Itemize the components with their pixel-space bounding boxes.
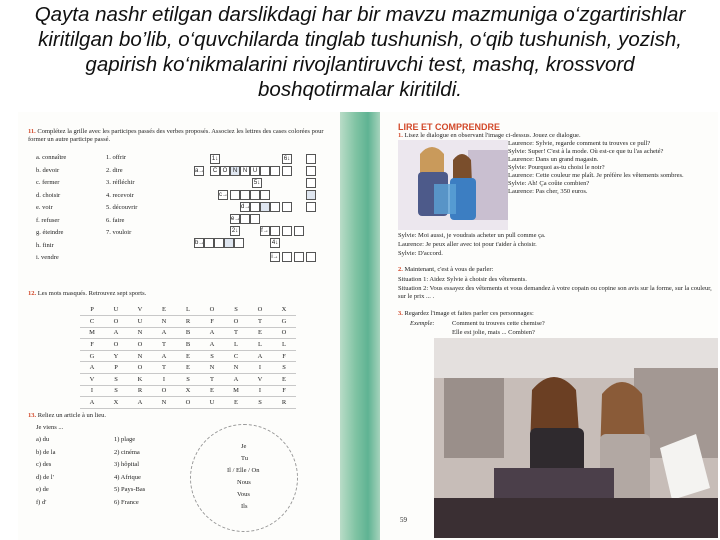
list-item: 3) hôpital [114,461,140,468]
list-item: a) du [36,436,50,443]
caption-line-2: kiritilgan bo’lib, o‘quvchilarda tinglab tushunish, o‘qib tushunish, yozish, [38,28,682,51]
crossword-letter: C [210,166,220,176]
example-lines [452,320,545,338]
word-search-grid [80,304,296,409]
grid-letter: X [272,304,296,316]
crossword-cell [260,166,270,176]
crossword-clue: e→ [231,216,241,222]
grid-letter: O [176,397,200,409]
crossword-cell [214,238,224,248]
grid-letter: V [128,304,152,316]
exercise-3-instructions: Regardez l'image et faites parler ces personnages: [404,310,534,317]
grid-letter: S [248,397,272,409]
crossword-clue: 1↓ [211,156,219,162]
exercise-12-title [28,290,146,298]
grid-letter: B [176,339,200,351]
grid-letter: A [152,327,176,339]
exercise-1-number: 1. [398,132,403,139]
page-gutter [340,112,380,540]
example-label: Exemple: [410,320,435,327]
grid-letter: A [224,374,248,386]
list-item: 5) Pays-Bas [114,486,146,493]
grid-letter: O [248,304,272,316]
grid-letter: E [152,304,176,316]
list-item: 7. vouloir [106,229,132,236]
right-page [380,112,718,540]
grid-letter: S [200,350,224,362]
table-row [80,362,296,374]
table-row [80,316,296,328]
grid-letter: A [80,397,104,409]
list-item: g. éteindre [36,229,64,236]
crossword-clue: 5↓ [253,180,261,186]
dialogue-line: Laurence: Pas cher, 350 euros. [508,188,588,195]
crossword-cell [250,190,260,200]
grid-letter: P [104,362,128,374]
dialogue-line: Sylvie: Moi aussi, je voudrais acheter un pull comme ça. [398,232,546,239]
example-line: Comment tu trouves cette chemise? [452,320,545,327]
grid-letter: N [152,397,176,409]
grid-letter: A [104,327,128,339]
crossword-cell [306,190,316,200]
crossword-clue: 6↓ [283,156,291,162]
grid-letter: O [152,385,176,397]
grid-letter: Y [104,350,128,362]
grid-letter: R [128,385,152,397]
ex11-verbs-col2 [106,154,137,242]
grid-letter: A [200,327,224,339]
wheel-word: Tu [241,455,248,462]
list-item: 5. découvrir [106,204,138,211]
grid-letter: O [272,327,296,339]
exercise-12-instructions: Les mots masqués. Retrouvez sept sports. [37,290,147,297]
grid-letter: C [80,316,104,328]
crossword-cell [240,214,250,224]
crossword-clue: f→ [261,228,269,234]
list-item: e. voir [36,204,53,211]
ex13-places [114,436,145,511]
grid-letter: E [272,374,296,386]
situation-line: Situation 1: Aidez Sylvie à choisir des vêtements. [398,276,527,283]
exercise-2-title [398,266,493,274]
exercise-13-subtitle: Je viens ... [36,424,64,431]
grid-letter: T [152,339,176,351]
pronoun-wheel [190,424,298,532]
list-item: i. vendre [36,254,59,261]
grid-letter: E [200,385,224,397]
grid-letter: S [272,362,296,374]
grid-letter: I [152,374,176,386]
crossword-clue: 4↓ [271,240,279,246]
crossword-letter: O [220,166,230,176]
dialogue-line: Sylvie: Pourquoi as-tu choisi le noir? [508,164,605,171]
textbook-spread [18,112,718,540]
list-item: h. finir [36,241,54,249]
crossword-letter: N [240,166,250,176]
grid-letter: O [104,316,128,328]
grid-letter: M [224,385,248,397]
grid-letter: L [272,339,296,351]
crossword-clue: b→ [195,240,205,246]
crossword-clue: a→ [195,168,205,174]
grid-letter: X [104,397,128,409]
shopping-photo-1 [398,140,508,230]
crossword-cell [270,226,280,236]
crossword-cell [294,226,304,236]
grid-letter: U [128,316,152,328]
list-item: f. refuser [36,216,60,224]
grid-letter: C [224,350,248,362]
exercise-13-instructions: Reliez un article à un lieu. [37,412,106,419]
section-title: LIRE ET COMPRENDRE [398,122,501,132]
grid-letter: N [224,362,248,374]
grid-letter: B [176,327,200,339]
grid-letter: L [176,304,200,316]
grid-letter: T [224,327,248,339]
grid-letter: O [224,316,248,328]
crossword-grid [186,152,336,267]
table-row [80,339,296,351]
table-row [80,350,296,362]
grid-letter: L [248,339,272,351]
exercise-1-instructions: Lisez le dialogue en observant l'image ci-dessus. Jouez ce dialogue. [404,132,581,139]
crossword-cell [240,190,250,200]
grid-letter: O [200,304,224,316]
crossword-cell [270,202,280,212]
grid-letter: I [248,385,272,397]
dialogue-line: Laurence: Je peux aller avec toi pour t'aider à choisir. [398,241,537,248]
grid-letter: F [272,385,296,397]
crossword-cell [224,238,234,248]
grid-letter: N [128,350,152,362]
grid-letter: P [80,304,104,316]
grid-letter: E [248,327,272,339]
crossword-clue: i→ [271,254,279,260]
grid-letter: E [176,362,200,374]
list-item: 4) Afrique [114,473,141,481]
crossword-clue: d→ [241,204,251,210]
exercise-11-number: 11. [28,128,36,135]
dialogue-text [508,140,718,196]
crossword-cell [282,202,292,212]
list-item: 3. réfléchir [106,179,135,186]
wheel-word: Nous [237,479,251,486]
grid-letter: A [200,339,224,351]
exercise-2-number: 2. [398,266,403,273]
wheel-word: Vous [237,491,250,498]
exercise-13-title [28,412,106,420]
caption-line-4: boshqotirmalar kiritildi. [258,78,462,101]
list-item: 1. offrir [106,154,127,161]
list-item: 6) France [114,498,139,506]
caption-line-1: Qayta nashr etilgan darslikdagi har bir mavzu mazmuniga o‘zgartirishlar [34,3,686,26]
crossword-cell [260,202,270,212]
grid-letter: S [176,374,200,386]
grid-letter: O [128,362,152,374]
grid-letter: R [176,316,200,328]
crossword-cell [230,190,240,200]
ex11-verbs-col1 [36,154,66,267]
grid-letter: N [200,362,224,374]
table-row [80,385,296,397]
exercise-11-instructions: Complétez la grille avec les participes passés des verbes proposés. Associez les lettres des cases colorées pour former un autre participe passé. [28,128,324,143]
crossword-cell [282,166,292,176]
grid-letter: I [80,385,104,397]
crossword-cell [260,190,270,200]
grid-letter: E [176,350,200,362]
exercise-11-title [28,128,328,144]
grid-letter: K [128,374,152,386]
grid-letter: S [104,385,128,397]
grid-letter: F [200,316,224,328]
list-item: 2. dire [106,166,123,174]
list-item: d. choisir [36,191,61,199]
left-page [18,112,340,540]
grid-letter: O [104,339,128,351]
list-item: c. fermer [36,179,60,186]
grid-letter: S [224,304,248,316]
dialogue-line: Sylvie: Super! C'est à la mode. Où est-ce que tu l'as acheté? [508,148,664,155]
list-item: 6. faire [106,216,125,224]
crossword-cell [306,252,316,262]
list-item: c) des [36,461,52,468]
crossword-clue: 2↓ [231,228,239,234]
exercise-1-title [398,132,581,140]
grid-letter: A [80,362,104,374]
crossword-cell [282,226,292,236]
table-row [80,374,296,386]
crossword-cell [306,166,316,176]
crossword-letter: U [250,166,260,176]
list-item: 1) plage [114,436,136,443]
list-item: b) de la [36,448,56,456]
grid-letter: G [80,350,104,362]
crossword-cell [270,166,280,176]
slide-caption [0,0,720,108]
grid-letter: E [224,397,248,409]
grid-letter: A [128,397,152,409]
grid-letter: U [200,397,224,409]
exercise-12-number: 12. [28,290,37,297]
exercise-2-situations [398,276,716,303]
grid-letter: T [200,374,224,386]
grid-letter: X [176,385,200,397]
grid-letter: L [224,339,248,351]
situation-line: Situation 2: Vous essayez des vêtements et vous demandez à votre copain ou copine son avis sur la forme, sur la couleur, sur le prix ... . [398,285,712,300]
dialogue-line: Laurence: Sylvie, regarde comment tu trouves ce pull? [508,140,651,147]
table-row [80,304,296,316]
grid-letter: A [248,350,272,362]
grid-letter: G [272,316,296,328]
page-number: 59 [400,516,407,524]
dialogue-line: Laurence: Cette couleur me plaît. Je préfère les vêtements sombres. [508,172,684,179]
crossword-cell [306,178,316,188]
table-row [80,397,296,409]
crossword-cell [250,202,260,212]
crossword-cell [282,252,292,262]
exercise-3-title [398,310,534,318]
exercise-2-instructions: Maintenant, c'est à vous de parler: [404,266,494,273]
grid-letter: S [104,374,128,386]
exercise-13-number: 13. [28,412,37,419]
crossword-cell [250,214,260,224]
grid-letter: F [272,350,296,362]
grid-letter: I [248,362,272,374]
crossword-clue: c→ [219,192,228,198]
dialogue-text-cont [398,232,708,259]
caption-line-3: gapirish ko‘nikmalarini rivojlantiruvchi test, mashq, krossvord [85,53,635,76]
list-item: b. devoir [36,166,60,174]
crossword-cell [234,238,244,248]
list-item: 2) cinéma [114,448,140,456]
grid-letter: F [80,339,104,351]
dialogue-line: Sylvie: Ah! Ça coûte combien? [508,180,590,187]
crossword-cell [306,154,316,164]
grid-letter: M [80,327,104,339]
crossword-cell [204,238,214,248]
list-item: 4. recevoir [106,191,134,199]
grid-letter: N [152,316,176,328]
dialogue-line: Laurence: Dans un grand magasin. [508,156,599,163]
crossword-cell [306,202,316,212]
table-row [80,327,296,339]
list-item: d) de l' [36,473,54,481]
ex13-articles [36,436,56,511]
list-item: a. connaître [36,154,67,161]
grid-letter: U [104,304,128,316]
list-item: f) d' [36,498,47,506]
dialogue-line: Sylvie: D'accord. [398,250,443,257]
wheel-word: Je [241,443,247,450]
grid-letter: O [128,339,152,351]
grid-letter: V [80,374,104,386]
grid-letter: N [128,327,152,339]
grid-letter: T [152,362,176,374]
grid-letter: A [152,350,176,362]
crossword-cell [294,252,304,262]
shopping-photo-2 [434,338,718,538]
grid-letter: V [248,374,272,386]
example-line: Elle est jolie, mais ... Combien? [452,329,535,336]
list-item: e) de [36,486,49,493]
grid-letter: T [248,316,272,328]
grid-letter: R [272,397,296,409]
wheel-word: Il / Elle / On [227,467,260,474]
exercise-3-number: 3. [398,310,403,317]
crossword-letter: N [230,166,240,176]
wheel-word: Ils [241,503,248,510]
